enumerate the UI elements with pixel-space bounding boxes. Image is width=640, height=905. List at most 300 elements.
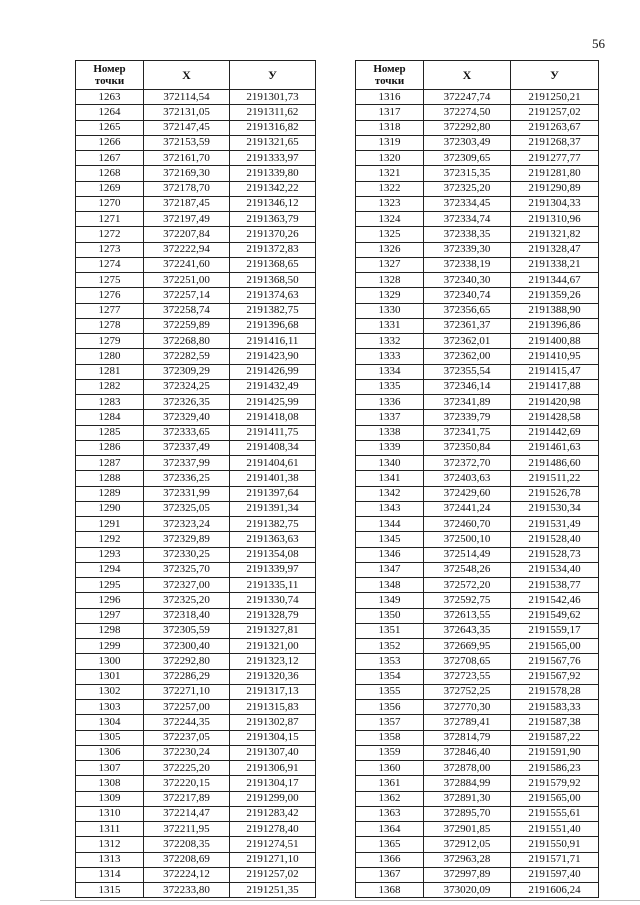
x-coordinate-cell: 372244,35 [144, 715, 230, 730]
point-number-cell: 1360 [356, 761, 424, 776]
table-row [76, 562, 316, 577]
table-row [76, 852, 316, 867]
table-row [356, 578, 599, 593]
x-coordinate-cell: 372341,75 [424, 425, 511, 440]
y-coordinate-cell: 2191461,63 [511, 440, 599, 455]
y-coordinate-cell: 2191315,83 [230, 700, 316, 715]
table-row [76, 303, 316, 318]
point-number-cell: 1273 [76, 242, 144, 257]
y-coordinate-cell: 2191368,65 [230, 257, 316, 272]
table-row [356, 806, 599, 821]
y-coordinate-cell: 2191528,40 [511, 532, 599, 547]
x-coordinate-cell: 372315,35 [424, 166, 511, 181]
table-row [76, 135, 316, 150]
table-row [356, 349, 599, 364]
point-number-cell: 1318 [356, 120, 424, 135]
y-coordinate-cell: 2191426,99 [230, 364, 316, 379]
point-number-cell: 1338 [356, 425, 424, 440]
table-row [76, 639, 316, 654]
point-number-cell: 1305 [76, 730, 144, 745]
point-number-cell: 1293 [76, 547, 144, 562]
table-row [76, 273, 316, 288]
point-number-cell: 1269 [76, 181, 144, 196]
point-number-cell: 1317 [356, 105, 424, 120]
table-row [356, 120, 599, 135]
point-number-cell: 1298 [76, 623, 144, 638]
point-number-cell: 1303 [76, 700, 144, 715]
point-number-cell: 1302 [76, 684, 144, 699]
point-number-cell: 1296 [76, 593, 144, 608]
y-coordinate-cell: 2191328,79 [230, 608, 316, 623]
point-number-cell: 1300 [76, 654, 144, 669]
x-coordinate-cell: 372912,05 [424, 837, 511, 852]
table-row [356, 608, 599, 623]
table-row [356, 196, 599, 211]
table-row [356, 227, 599, 242]
table-row [76, 334, 316, 349]
x-coordinate-cell: 372341,89 [424, 395, 511, 410]
table-row [76, 654, 316, 669]
y-coordinate-cell: 2191323,12 [230, 654, 316, 669]
point-number-cell: 1336 [356, 395, 424, 410]
y-coordinate-cell: 2191571,71 [511, 852, 599, 867]
point-number-cell: 1282 [76, 379, 144, 394]
y-coordinate-cell: 2191396,68 [230, 318, 316, 333]
point-number-cell: 1319 [356, 135, 424, 150]
x-coordinate-cell: 372500,10 [424, 532, 511, 547]
x-coordinate-cell: 372323,24 [144, 517, 230, 532]
y-coordinate-cell: 2191339,97 [230, 562, 316, 577]
point-number-cell: 1327 [356, 257, 424, 272]
x-coordinate-cell: 372884,99 [424, 776, 511, 791]
x-coordinate-cell: 372613,55 [424, 608, 511, 623]
table-row [356, 90, 599, 105]
table-row [76, 517, 316, 532]
table-row [356, 181, 599, 196]
y-coordinate-cell: 2191346,12 [230, 196, 316, 211]
table-row [76, 791, 316, 806]
table-row [356, 517, 599, 532]
y-coordinate-cell: 2191301,73 [230, 90, 316, 105]
x-coordinate-cell: 372339,30 [424, 242, 511, 257]
point-number-cell: 1364 [356, 822, 424, 837]
point-number-cell: 1276 [76, 288, 144, 303]
table-row [356, 822, 599, 837]
y-coordinate-cell: 2191344,67 [511, 273, 599, 288]
table-row [356, 440, 599, 455]
y-coordinate-cell: 2191263,67 [511, 120, 599, 135]
x-coordinate-cell: 372346,14 [424, 379, 511, 394]
x-coordinate-cell: 372224,12 [144, 867, 230, 882]
x-coordinate-cell: 372220,15 [144, 776, 230, 791]
y-coordinate-cell: 2191321,65 [230, 135, 316, 150]
x-coordinate-cell: 372274,50 [424, 105, 511, 120]
point-number-cell: 1271 [76, 212, 144, 227]
y-coordinate-cell: 2191359,26 [511, 288, 599, 303]
x-coordinate-cell: 372329,89 [144, 532, 230, 547]
y-coordinate-cell: 2191528,73 [511, 547, 599, 562]
table-row [76, 364, 316, 379]
point-number-cell: 1306 [76, 745, 144, 760]
table-row [356, 212, 599, 227]
x-coordinate-cell: 372334,45 [424, 196, 511, 211]
page-number: 56 [592, 36, 605, 51]
x-coordinate-cell: 372339,79 [424, 410, 511, 425]
table-row [356, 745, 599, 760]
point-number-cell: 1307 [76, 761, 144, 776]
table-row [76, 425, 316, 440]
x-coordinate-cell: 372161,70 [144, 151, 230, 166]
x-coordinate-cell: 372178,70 [144, 181, 230, 196]
x-coordinate-cell: 372114,54 [144, 90, 230, 105]
y-coordinate-cell: 2191374,63 [230, 288, 316, 303]
y-coordinate-cell: 2191299,00 [230, 791, 316, 806]
table-row [356, 425, 599, 440]
y-coordinate-cell: 2191304,17 [230, 776, 316, 791]
point-number-cell: 1294 [76, 562, 144, 577]
x-coordinate-cell: 372572,20 [424, 578, 511, 593]
point-number-cell: 1289 [76, 486, 144, 501]
point-number-cell: 1264 [76, 105, 144, 120]
x-coordinate-cell: 372258,74 [144, 303, 230, 318]
x-coordinate-cell: 372895,70 [424, 806, 511, 821]
table-row [76, 349, 316, 364]
point-number-cell: 1313 [76, 852, 144, 867]
y-coordinate-cell: 2191583,33 [511, 700, 599, 715]
y-coordinate-cell: 2191278,40 [230, 822, 316, 837]
point-number-cell: 1356 [356, 700, 424, 715]
x-coordinate-cell: 372257,00 [144, 700, 230, 715]
y-coordinate-cell: 2191354,08 [230, 547, 316, 562]
y-coordinate-cell: 2191410,95 [511, 349, 599, 364]
point-number-cell: 1314 [76, 867, 144, 882]
table-row [76, 700, 316, 715]
point-number-cell: 1316 [356, 90, 424, 105]
point-number-cell: 1355 [356, 684, 424, 699]
table-row [356, 395, 599, 410]
y-coordinate-cell: 2191311,62 [230, 105, 316, 120]
x-coordinate-cell: 372643,35 [424, 623, 511, 638]
x-coordinate-cell: 372257,14 [144, 288, 230, 303]
table-row [356, 334, 599, 349]
x-coordinate-cell: 372878,00 [424, 761, 511, 776]
x-coordinate-cell: 372336,25 [144, 471, 230, 486]
point-number-cell: 1320 [356, 151, 424, 166]
table-body-right [356, 90, 599, 898]
table-row [76, 242, 316, 257]
point-number-cell: 1290 [76, 501, 144, 516]
table-row [76, 486, 316, 501]
point-number-cell: 1335 [356, 379, 424, 394]
y-coordinate-cell: 2191486,60 [511, 456, 599, 471]
x-coordinate-cell: 372309,65 [424, 151, 511, 166]
point-number-cell: 1358 [356, 730, 424, 745]
y-coordinate-cell: 2191415,47 [511, 364, 599, 379]
table-row [356, 684, 599, 699]
y-coordinate-cell: 2191606,24 [511, 883, 599, 898]
point-number-cell: 1279 [76, 334, 144, 349]
table-row [356, 379, 599, 394]
y-coordinate-cell: 2191578,28 [511, 684, 599, 699]
x-coordinate-cell: 372460,70 [424, 517, 511, 532]
x-coordinate-cell: 372208,69 [144, 852, 230, 867]
point-number-cell: 1283 [76, 395, 144, 410]
x-coordinate-cell: 372292,80 [144, 654, 230, 669]
point-number-cell: 1286 [76, 440, 144, 455]
point-number-cell: 1349 [356, 593, 424, 608]
y-coordinate-cell: 2191416,11 [230, 334, 316, 349]
table-row [356, 852, 599, 867]
y-coordinate-cell: 2191597,40 [511, 867, 599, 882]
y-coordinate-cell: 2191391,34 [230, 501, 316, 516]
point-number-cell: 1310 [76, 806, 144, 821]
table-row [76, 90, 316, 105]
table-row [356, 562, 599, 577]
x-header: X [144, 61, 230, 90]
y-coordinate-cell: 2191428,58 [511, 410, 599, 425]
y-coordinate-cell: 2191333,97 [230, 151, 316, 166]
point-number-cell: 1332 [356, 334, 424, 349]
y-coordinate-cell: 2191302,87 [230, 715, 316, 730]
point-number-cell: 1321 [356, 166, 424, 181]
y-coordinate-cell: 2191338,21 [511, 257, 599, 272]
y-coordinate-cell: 2191586,23 [511, 761, 599, 776]
table-row [356, 623, 599, 638]
y-coordinate-cell: 2191271,10 [230, 852, 316, 867]
y-coordinate-cell: 2191549,62 [511, 608, 599, 623]
y-coordinate-cell: 2191565,00 [511, 791, 599, 806]
y-header: У [230, 61, 316, 90]
table-row [76, 578, 316, 593]
y-coordinate-cell: 2191335,11 [230, 578, 316, 593]
x-coordinate-cell: 372169,30 [144, 166, 230, 181]
table-row [76, 593, 316, 608]
point-number-cell: 1288 [76, 471, 144, 486]
table-row [356, 105, 599, 120]
table-row [76, 379, 316, 394]
table-row [76, 745, 316, 760]
table-row [356, 501, 599, 516]
y-coordinate-cell: 2191250,21 [511, 90, 599, 105]
y-coordinate-cell: 2191304,15 [230, 730, 316, 745]
x-coordinate-cell: 372770,30 [424, 700, 511, 715]
y-coordinate-cell: 2191530,34 [511, 501, 599, 516]
point-number-cell: 1315 [76, 883, 144, 898]
table-row [356, 700, 599, 715]
point-number-cell: 1357 [356, 715, 424, 730]
point-number-cell: 1270 [76, 196, 144, 211]
x-coordinate-cell: 372548,26 [424, 562, 511, 577]
y-coordinate-cell: 2191330,74 [230, 593, 316, 608]
table-row [356, 242, 599, 257]
y-coordinate-cell: 2191591,90 [511, 745, 599, 760]
x-coordinate-cell: 372318,40 [144, 608, 230, 623]
y-coordinate-cell: 2191550,91 [511, 837, 599, 852]
table-row [76, 410, 316, 425]
x-coordinate-cell: 372327,00 [144, 578, 230, 593]
header-point-line2: точки [374, 75, 405, 87]
x-coordinate-cell: 372356,65 [424, 303, 511, 318]
point-number-cell: 1345 [356, 532, 424, 547]
table-row [76, 822, 316, 837]
point-number-cell: 1268 [76, 166, 144, 181]
y-coordinate-cell: 2191370,26 [230, 227, 316, 242]
table-row [76, 532, 316, 547]
x-coordinate-cell: 372429,60 [424, 486, 511, 501]
table-row [76, 730, 316, 745]
table-header-row [76, 61, 316, 90]
point-number-cell: 1274 [76, 257, 144, 272]
y-coordinate-cell: 2191388,90 [511, 303, 599, 318]
point-number-cell: 1352 [356, 639, 424, 654]
point-number-cell: 1324 [356, 212, 424, 227]
point-number-cell: 1343 [356, 501, 424, 516]
table-row [356, 776, 599, 791]
table-row [76, 166, 316, 181]
table-row [76, 837, 316, 852]
x-coordinate-cell: 372350,84 [424, 440, 511, 455]
x-coordinate-cell: 372362,00 [424, 349, 511, 364]
point-number-header [356, 61, 424, 90]
y-coordinate-cell: 2191339,80 [230, 166, 316, 181]
point-number-cell: 1292 [76, 532, 144, 547]
y-coordinate-cell: 2191363,63 [230, 532, 316, 547]
point-number-cell: 1266 [76, 135, 144, 150]
point-number-cell: 1322 [356, 181, 424, 196]
y-coordinate-cell: 2191304,33 [511, 196, 599, 211]
x-coordinate-cell: 372131,05 [144, 105, 230, 120]
point-number-cell: 1362 [356, 791, 424, 806]
table-row [356, 639, 599, 654]
table-header-row [356, 61, 599, 90]
table-row [76, 776, 316, 791]
table-row [76, 806, 316, 821]
x-coordinate-cell: 372309,29 [144, 364, 230, 379]
point-number-cell: 1308 [76, 776, 144, 791]
point-number-cell: 1297 [76, 608, 144, 623]
y-coordinate-cell: 2191420,98 [511, 395, 599, 410]
y-header: У [511, 61, 599, 90]
x-coordinate-cell: 372237,05 [144, 730, 230, 745]
x-coordinate-cell: 372324,25 [144, 379, 230, 394]
table-row [76, 547, 316, 562]
y-coordinate-cell: 2191382,75 [230, 303, 316, 318]
table-row [356, 257, 599, 272]
x-coordinate-cell: 372325,05 [144, 501, 230, 516]
x-coordinate-cell: 372337,49 [144, 440, 230, 455]
x-coordinate-cell: 372207,84 [144, 227, 230, 242]
x-coordinate-cell: 372217,89 [144, 791, 230, 806]
y-coordinate-cell: 2191277,77 [511, 151, 599, 166]
y-coordinate-cell: 2191555,61 [511, 806, 599, 821]
point-number-cell: 1265 [76, 120, 144, 135]
y-coordinate-cell: 2191531,49 [511, 517, 599, 532]
table-row [76, 395, 316, 410]
table-row [356, 730, 599, 745]
table-row [76, 105, 316, 120]
point-number-cell: 1309 [76, 791, 144, 806]
x-coordinate-cell: 372292,80 [424, 120, 511, 135]
table-row [76, 288, 316, 303]
x-coordinate-cell: 372230,24 [144, 745, 230, 760]
table-row [76, 883, 316, 898]
x-coordinate-cell: 372355,54 [424, 364, 511, 379]
table-row [76, 440, 316, 455]
x-coordinate-cell: 372789,41 [424, 715, 511, 730]
point-number-cell: 1342 [356, 486, 424, 501]
x-coordinate-cell: 372147,45 [144, 120, 230, 135]
point-number-cell: 1366 [356, 852, 424, 867]
x-coordinate-cell: 372901,85 [424, 822, 511, 837]
point-number-cell: 1263 [76, 90, 144, 105]
y-coordinate-cell: 2191382,75 [230, 517, 316, 532]
point-number-cell: 1301 [76, 669, 144, 684]
x-coordinate-cell: 372325,20 [424, 181, 511, 196]
y-coordinate-cell: 2191567,76 [511, 654, 599, 669]
point-number-cell: 1278 [76, 318, 144, 333]
y-coordinate-cell: 2191281,80 [511, 166, 599, 181]
table-row [356, 166, 599, 181]
point-number-cell: 1328 [356, 273, 424, 288]
x-coordinate-cell: 372441,24 [424, 501, 511, 516]
x-coordinate-cell: 372334,74 [424, 212, 511, 227]
point-number-cell: 1353 [356, 654, 424, 669]
x-coordinate-cell: 372997,89 [424, 867, 511, 882]
y-coordinate-cell: 2191418,08 [230, 410, 316, 425]
x-coordinate-cell: 372592,75 [424, 593, 511, 608]
x-coordinate-cell: 372153,59 [144, 135, 230, 150]
point-number-cell: 1340 [356, 456, 424, 471]
y-coordinate-cell: 2191551,40 [511, 822, 599, 837]
table-row [76, 227, 316, 242]
y-coordinate-cell: 2191400,88 [511, 334, 599, 349]
x-coordinate-cell: 372303,49 [424, 135, 511, 150]
x-coordinate-cell: 372723,55 [424, 669, 511, 684]
y-coordinate-cell: 2191442,69 [511, 425, 599, 440]
x-coordinate-cell: 372247,74 [424, 90, 511, 105]
point-number-cell: 1281 [76, 364, 144, 379]
table-row [356, 471, 599, 486]
table-row [76, 471, 316, 486]
point-number-cell: 1367 [356, 867, 424, 882]
y-coordinate-cell: 2191579,92 [511, 776, 599, 791]
y-coordinate-cell: 2191408,34 [230, 440, 316, 455]
y-coordinate-cell: 2191368,50 [230, 273, 316, 288]
x-coordinate-cell: 372331,99 [144, 486, 230, 501]
table-row [76, 867, 316, 882]
x-coordinate-cell: 372337,99 [144, 456, 230, 471]
x-coordinate-cell: 372197,49 [144, 212, 230, 227]
table-row [356, 273, 599, 288]
table-row [76, 120, 316, 135]
table-body-left [76, 90, 316, 898]
x-coordinate-cell: 372214,47 [144, 806, 230, 821]
table-row [356, 456, 599, 471]
point-number-cell: 1291 [76, 517, 144, 532]
y-coordinate-cell: 2191274,51 [230, 837, 316, 852]
y-coordinate-cell: 2191321,00 [230, 639, 316, 654]
x-coordinate-cell: 372208,35 [144, 837, 230, 852]
x-coordinate-cell: 372752,25 [424, 684, 511, 699]
y-coordinate-cell: 2191310,96 [511, 212, 599, 227]
table-row [76, 181, 316, 196]
point-number-cell: 1354 [356, 669, 424, 684]
table-row [356, 593, 599, 608]
x-coordinate-cell: 372333,65 [144, 425, 230, 440]
table-row [356, 410, 599, 425]
x-coordinate-cell: 372514,49 [424, 547, 511, 562]
y-coordinate-cell: 2191587,38 [511, 715, 599, 730]
